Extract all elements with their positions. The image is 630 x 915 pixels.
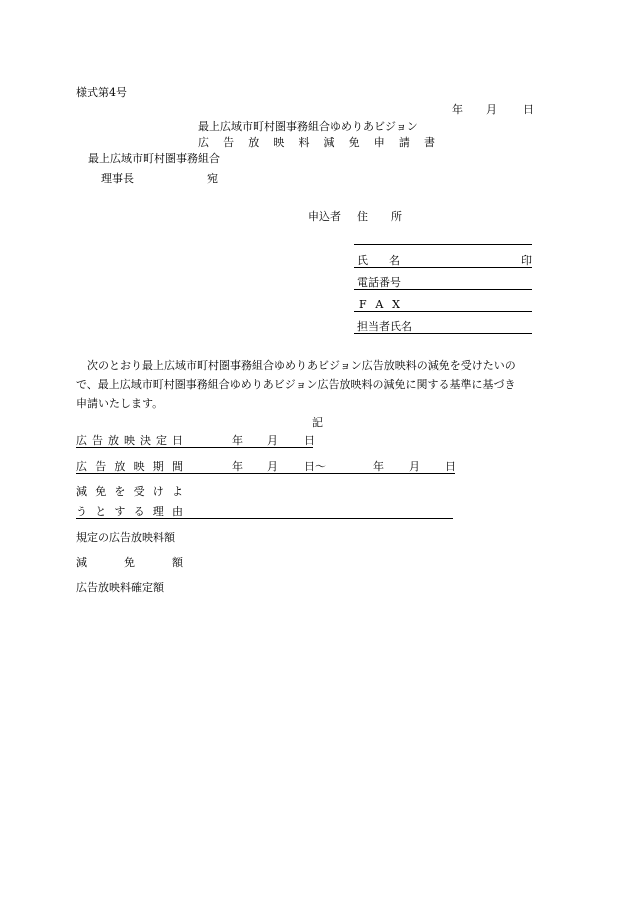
label-char: 免 [124,556,135,569]
address-label [357,211,402,222]
body-line-1: 次のとおり最上広域市町村圏事務組合ゆめりあビジョン広告放映料の減免を受けたいの [87,359,516,372]
label-char: 免 [348,136,360,149]
label-char: 所 [391,210,402,223]
label-char: 理 [152,505,164,518]
standard-fee-label: 規定の広告放映料額 [76,531,175,544]
addressee-org: 最上広域市町村圏事務組合 [88,152,220,165]
seal-mark: 印 [521,254,532,267]
label-char: 申 [373,136,385,149]
label-char: 映 [124,434,135,447]
decision-date-row[interactable] [76,435,313,448]
label-char: 放 [248,136,260,149]
label-char: 住 [357,210,368,223]
applicant-label: 申込者 [308,210,341,223]
label-char: A [375,298,384,311]
label-char: X [392,298,400,311]
name-field[interactable] [354,255,532,268]
fax-label [359,299,400,310]
date-month: 月 [486,103,497,116]
doc-title-chars [198,137,435,148]
label-char: 告 [223,136,235,149]
period-month: 月 [267,460,278,473]
period-label [76,461,183,472]
label-char: 料 [298,136,310,149]
label-char: F [359,298,367,311]
label-char: 広 [198,136,209,149]
period-year2: 年 [373,460,384,473]
period-month2: 月 [409,460,420,473]
addressee-suffix: 宛 [207,172,218,185]
label-char: 映 [273,136,285,149]
label-char: 減 [76,485,87,498]
period-day-tilde: 日～ [304,460,326,473]
phone-label: 電話番号 [357,276,401,289]
label-char: 免 [95,485,107,498]
addressee-title: 理事長 [101,172,134,185]
form-number: 様式第4号 [76,86,127,99]
label-char: 名 [389,254,400,267]
label-char: 放 [114,460,126,473]
label-char: る [133,505,145,518]
label-char: 広 [76,460,87,473]
label-char: 請 [398,136,410,149]
label-char: 受 [133,485,145,498]
label-char: 間 [171,460,183,473]
decision-month: 月 [267,434,278,447]
label-char: う [76,505,87,518]
label-char: 日 [172,434,183,447]
decision-date-label [76,435,183,446]
address-line[interactable] [354,244,532,245]
body-line-3: 申請いたします。 [76,397,164,410]
label-char: を [114,485,126,498]
exemption-label [76,557,183,568]
doc-title [198,137,435,148]
org-name: 最上広域市町村圏事務組合ゆめりあビジョン [198,120,418,133]
body-line-2: で、最上広域市町村圏事務組合ゆめりあビジョン広告放映料の減免に関する基準に基づき [76,378,516,391]
name-label [357,255,400,266]
fax-field[interactable] [354,299,532,312]
label-char: け [152,485,164,498]
reason-label-line1 [76,486,183,497]
label-char: 書 [423,136,435,149]
label-char: 額 [172,556,183,569]
label-char: す [114,505,126,518]
decision-year: 年 [232,434,243,447]
period-year: 年 [232,460,243,473]
label-char: 映 [133,460,145,473]
phone-field[interactable] [354,277,532,290]
reason-row[interactable] [76,506,453,519]
period-day2: 日 [445,460,456,473]
label-char: 期 [152,460,164,473]
decision-day: 日 [304,434,315,447]
label-char: と [95,505,107,518]
final-fee-label: 広告放映料確定額 [76,581,164,594]
label-char: 広 [76,434,87,447]
label-char: 放 [108,434,119,447]
label-char: 告 [95,460,107,473]
label-char: 定 [156,434,167,447]
period-row[interactable] [76,461,455,474]
date-day: 日 [523,103,534,116]
label-char: 氏 [357,254,368,267]
label-char: 決 [140,434,151,447]
label-char: 減 [76,556,87,569]
person-field[interactable] [354,321,532,334]
date-year: 年 [452,103,463,116]
label-char: 由 [171,505,183,518]
label-char: よ [171,485,183,498]
label-char: 減 [323,136,335,149]
reason-label-line2 [76,506,183,517]
label-char: 告 [92,434,103,447]
ki-mark: 記 [312,416,323,429]
person-label: 担当者氏名 [357,320,412,333]
